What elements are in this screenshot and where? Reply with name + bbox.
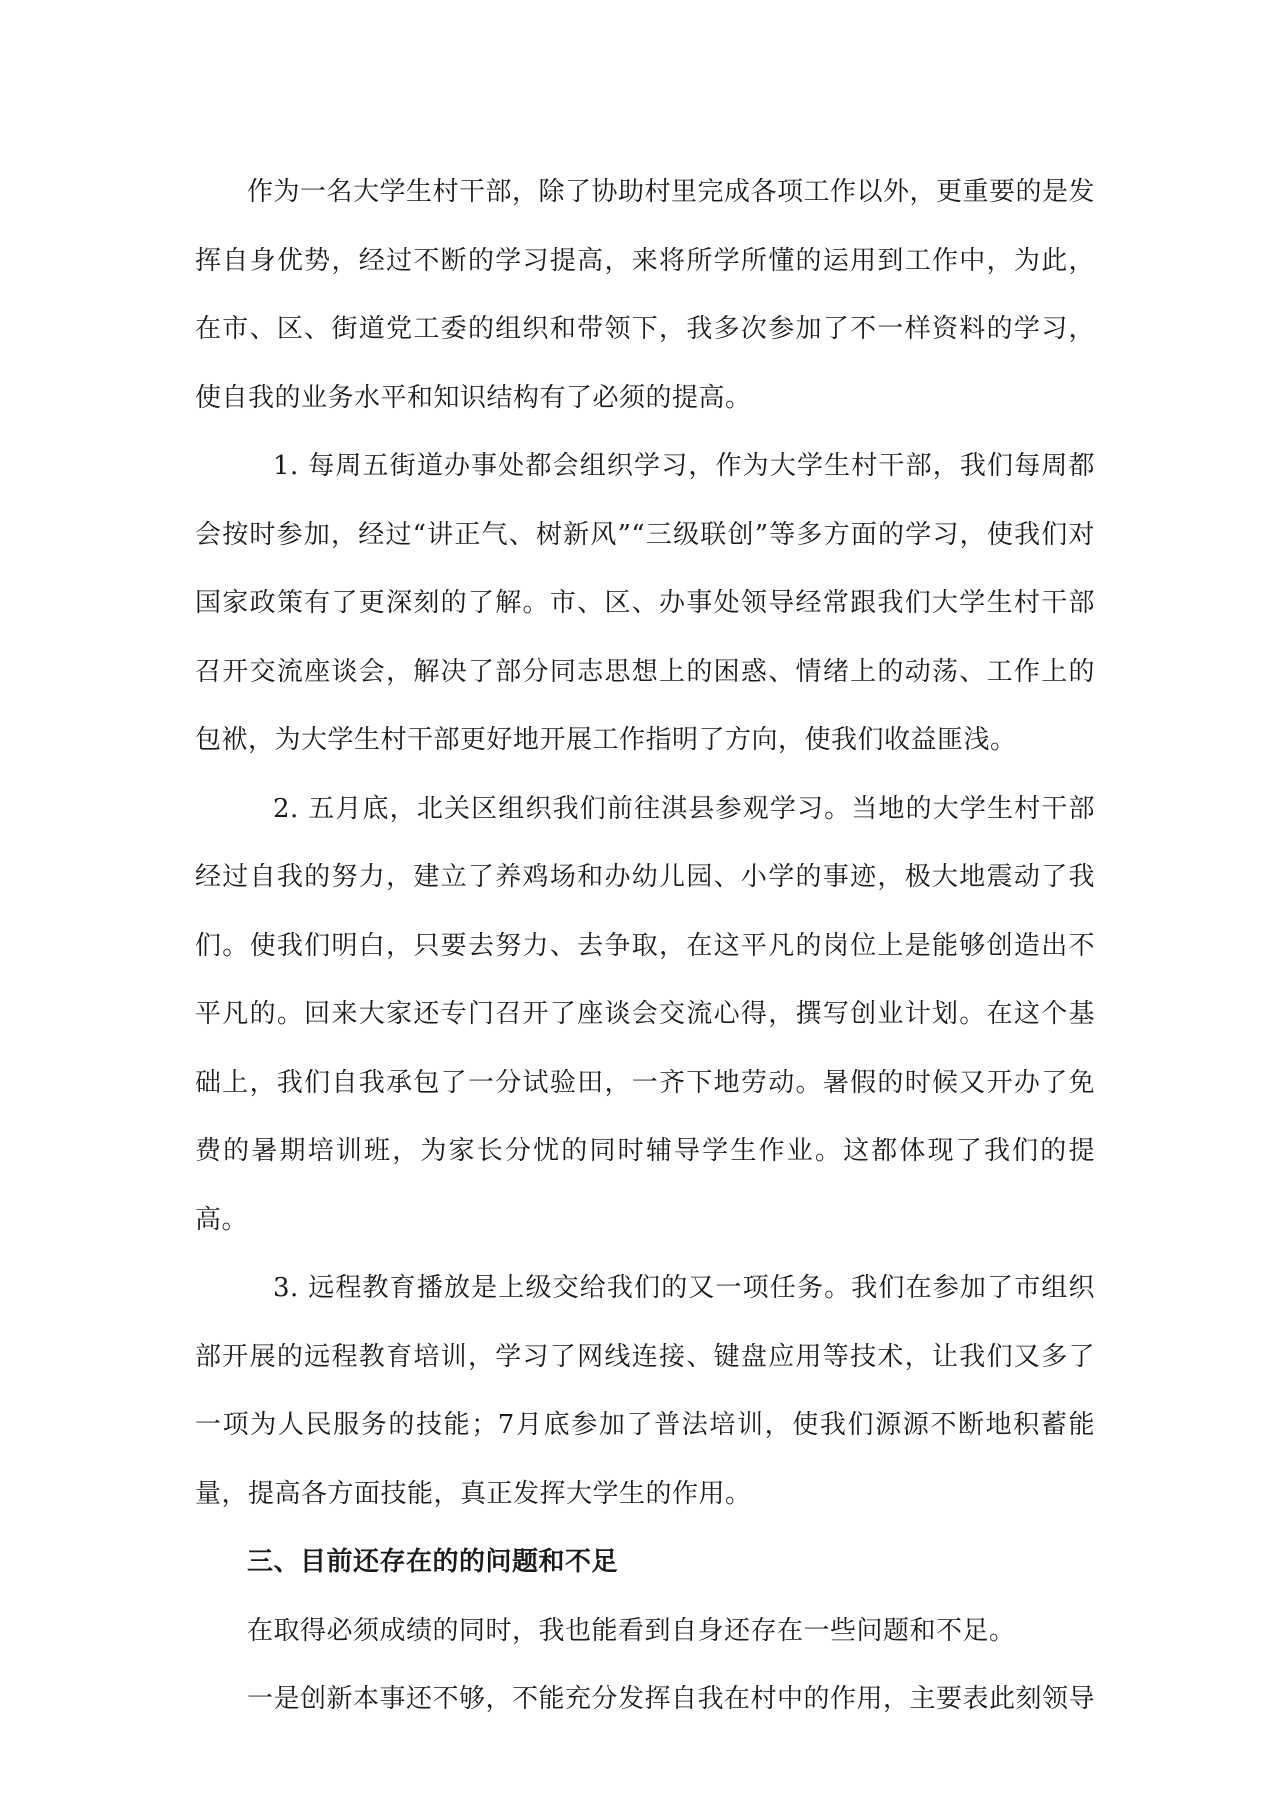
section-heading: 三、目前还存在的的问题和不足 <box>247 1547 619 1577</box>
intro-paragraph: 作为一名大学生村干部，除了协助村里完成各项工作以外，更重要的是发挥自身优势，经过不断的学习提高，来将所学所懂的运用到工作中，为此，在市、区、街道党工委的组织和带领下，我多次参加了不一样资料的学习，使自我的业务水平和知识结构有了必须的提高。 <box>195 177 1096 413</box>
list-item-3: 3. 远程教育播放是上级交给我们的又一项任务。我们在参加了市组织部开展的远程教育培训，学习了网线连接、键盘应用等技术，让我们又多了一项为人民服务的技能；7月底参加了普法培训，使我们源源不断地积蓄能量，提高各方面技能，真正发挥大学生的作用。 <box>195 1273 1095 1509</box>
list-item-2: 2. 五月底，北关区组织我们前往淇县参观学习。当地的大学生村干部经过自我的努力，建立了养鸡场和办幼儿园、小学的事迹，极大地震动了我们。使我们明白，只要去努力、去争取，在这平凡的岗位上是能够创造出不平凡的。回来大家还专门召开了座谈会交流心得，撰写创业计划。在这个基础上，我们自我承包了一分试验田，一齐下地劳动。暑假的时候又开办了免费的暑期培训班，为家长分忧的同时辅导学生作业。这都体现了我们的提高。 <box>195 793 1095 1235</box>
section-paragraph-2: 一是创新本事还不够，不能充分发挥自我在村中的作用，主要表此刻领导 <box>247 1684 1096 1714</box>
document-body <box>195 158 1095 1734</box>
section-paragraph-1: 在取得必须成绩的同时，我也能看到自身还存在一些问题和不足。 <box>247 1615 1016 1646</box>
list-item-1: 1. 每周五街道办事处都会组织学习，作为大学生村干部，我们每周都会按时参加，经过“讲正气、树新风”“三级联创”等多方面的学习，使我们对国家政策有了更深刻的了解。市、区、办事处领导经常跟我们大学生村干部召开交流座谈会，解决了部分同志思想上的困惑、情绪上的动荡、工作上的包袱，为大学生村干部更好地开展工作指明了方向，使我们收益匪浅。 <box>195 451 1095 755</box>
